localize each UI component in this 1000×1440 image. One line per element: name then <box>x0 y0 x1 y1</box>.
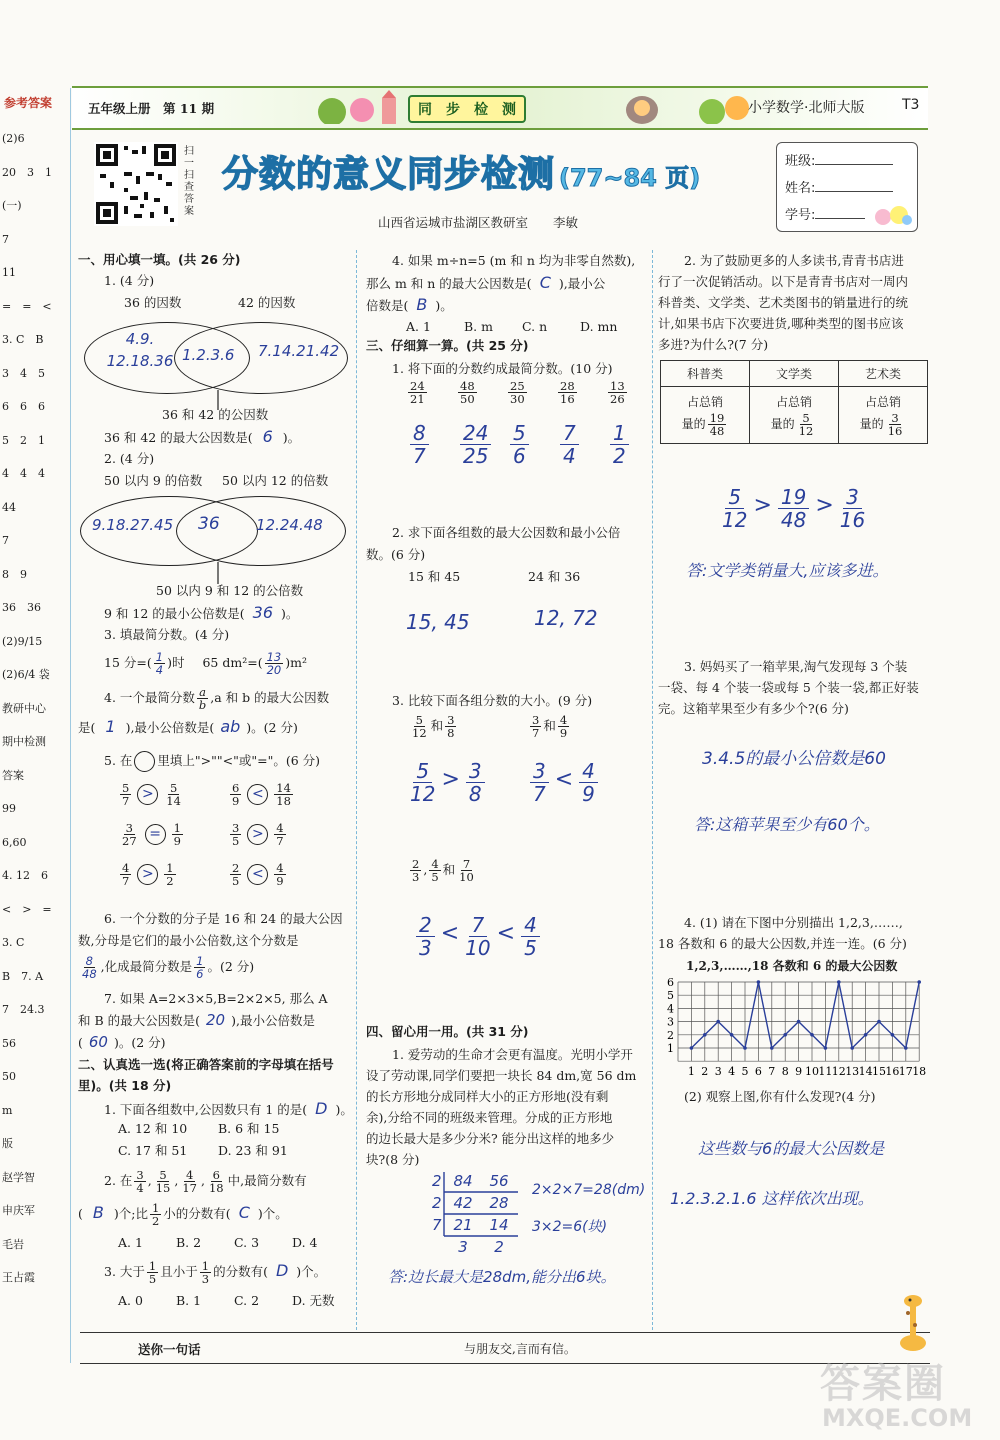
banner-illustration <box>312 90 752 124</box>
p4-line: 4. (1) 请在下图中分别描出 1,2,3,……, <box>684 915 903 930</box>
r3-group-3: $\frac{2}{3}$ , $\frac{4}{5}$ 和 $\frac{7}{10}$ <box>412 857 474 885</box>
r3-answer-3: $\frac{2}{3}$ < $\frac{7}{10}$ < $\frac{4}{5}$ <box>410 914 546 959</box>
p3-work: 3.4.5的最小公倍数是60 <box>702 749 886 769</box>
c1-option-c[interactable]: C. 17 和 51 <box>118 1143 188 1158</box>
q1-line: 36 和 42 的最大公因数是( 6 )。 <box>104 427 301 446</box>
r1-answer: $\frac{7}{4}$ <box>554 422 585 467</box>
c2-option-d[interactable]: D. 4 <box>292 1235 318 1250</box>
q7-line1: 7. 如果 A=2×3×5,B=2×2×5, 那么 A <box>104 991 328 1006</box>
compare-circle[interactable]: = <box>145 824 166 845</box>
data-point <box>837 980 841 984</box>
u1-text-line: 块?(8 分) <box>366 1152 420 1167</box>
compare-circle[interactable]: > <box>137 784 158 805</box>
c3-option-a[interactable]: A. 0 <box>118 1293 143 1308</box>
c3-option-d[interactable]: D. 无数 <box>292 1293 335 1308</box>
left-strip-line: (2)9/15 <box>2 634 43 648</box>
u1-text-line: 的边长最大是多少分米? 能分出这样的地多少 <box>366 1131 615 1146</box>
section-1-title: 一、用心填一填。(共 26 分) <box>78 252 241 267</box>
q4-line1: 4. 一个最简分数 $\frac{a}{b}$ ,a 和 b 的最大公因数 <box>104 685 330 713</box>
left-strip-line: 56 <box>2 1036 16 1050</box>
data-point <box>810 1033 814 1037</box>
q2-left-answer: 9.18.27.45 <box>92 516 174 534</box>
q2-right-answer: 12.24.48 <box>256 516 323 534</box>
r1-label: 1. 将下面的分数约成最简分数。(10 分) <box>392 361 613 376</box>
x-tick-label: 6 <box>754 1065 762 1079</box>
y-tick-label: 3 <box>667 1015 674 1029</box>
q5-item: $\frac{3}{5}$ > $\frac{4}{7}$ <box>232 821 284 849</box>
left-strip-list <box>2 122 68 1295</box>
q1-mid-answer: 1.2.3.6 <box>182 346 235 364</box>
q5-line: 5. 在 里填上">""<"或"="。(6 分) <box>104 750 320 772</box>
r1-answer: $\frac{1}{2}$ <box>604 422 635 467</box>
q7-line2: 和 B 的最大公因数是( 20 ),最小公倍数是 <box>78 1011 315 1029</box>
left-strip-line: 8 9 <box>2 567 27 581</box>
col2-q4-options <box>406 316 617 337</box>
y-tick-label: 1 <box>667 1042 674 1055</box>
page-range: (77~84 页) <box>559 164 701 192</box>
student-info-box <box>776 142 918 232</box>
r2-line2: 数。(6 分) <box>366 547 426 562</box>
watermark <box>812 1352 992 1436</box>
grade-issue: 五年级上册 第 11 期 <box>88 101 215 116</box>
r2-b: 24 和 36 <box>528 569 581 584</box>
compare-circle[interactable]: < <box>247 864 268 885</box>
q2-label: 2. (4 分) <box>104 451 155 466</box>
main-title-text: 分数的意义同步检测 <box>222 154 556 195</box>
data-point <box>770 1046 774 1050</box>
column-3 <box>658 250 934 1320</box>
x-tick-label: 1 <box>687 1065 695 1079</box>
r3-answer-2: $\frac{3}{7}$ < $\frac{4}{9}$ <box>524 760 604 805</box>
qr-code[interactable] <box>94 142 178 226</box>
table-header-art: 艺术类 <box>839 361 928 387</box>
c2-option-c[interactable]: C. 3 <box>234 1235 260 1250</box>
u1-text-line: 1. 爱劳动的生命才会更有温度。光明小学开 <box>392 1047 633 1062</box>
c2-options <box>118 1232 317 1253</box>
left-strip-line: 36 36 <box>2 601 41 614</box>
c1-options <box>118 1118 348 1162</box>
left-strip-line: B 7. A <box>2 969 44 983</box>
q7-answer-2: 60 <box>88 1033 108 1051</box>
left-strip-line: 版 <box>2 1137 13 1150</box>
footer-bar <box>80 1332 930 1364</box>
x-tick-label: 5 <box>741 1065 749 1079</box>
q4-answer-2: ab <box>220 717 241 736</box>
q5-item: $\frac{4}{7}$ > $\frac{1}{2}$ <box>122 861 174 889</box>
x-tick-label: 17 <box>898 1065 913 1079</box>
p2-answer: 答:文学类销量大,应该多进。 <box>686 561 889 580</box>
class-field[interactable] <box>815 164 893 165</box>
left-answer-strip <box>0 88 71 1363</box>
data-point <box>743 1046 747 1050</box>
q5-item: $\frac{3}{27}$ = $\frac{1}{9}$ <box>122 821 181 849</box>
left-strip-line: 教研中心 <box>2 701 46 715</box>
r1-answer: $\frac{5}{6}$ <box>504 422 535 467</box>
gcd-line-chart <box>662 976 934 1088</box>
p3-line: 一袋、每 4 个装一袋或每 5 个装一袋,都正好装 <box>658 680 919 695</box>
left-strip-line: 4 4 4 <box>2 467 45 480</box>
cartoon-icon <box>873 201 913 227</box>
u1-answer: 答:边长最大是28dm,能分出6块。 <box>388 1268 616 1286</box>
left-strip-line: = = < <box>2 299 52 313</box>
left-strip-line: 申庆军 <box>2 1204 35 1217</box>
table-cell: 占总销 量的 $\frac{3}{16}$ <box>839 387 928 444</box>
p4-line: 18 各数和 6 的最大公因数,并连一连。(6 分) <box>658 936 907 951</box>
scenery-icon <box>312 90 752 124</box>
left-strip-line: 11 <box>2 266 16 279</box>
data-point <box>783 1033 787 1037</box>
u1-division-row: 3 2 <box>458 1238 504 1256</box>
data-point <box>850 1046 854 1050</box>
data-point <box>716 1020 720 1024</box>
q2-answer: 36 <box>252 603 274 622</box>
p2-text <box>658 250 934 355</box>
data-point <box>824 1046 828 1050</box>
q3-items: 15 分=( $\frac{1}{4}$ )时 65 dm²=( $\frac{13}{20}$ )m² <box>104 649 307 677</box>
x-tick-label: 14 <box>858 1065 873 1079</box>
u1-calc-2: 3×2=6(块) <box>532 1219 608 1235</box>
u1-calc-1: 2×2×7=28(dm) <box>532 1182 646 1198</box>
c1-option-a[interactable]: A. 12 和 10 <box>118 1121 188 1136</box>
left-strip-line: 50 <box>2 1070 16 1083</box>
footer-label: 送你一句话 <box>138 1342 201 1357</box>
p4-answer-1: 这些数与6的最大公因数是 <box>698 1139 885 1158</box>
class-label: 班级: <box>785 154 816 169</box>
data-point <box>757 980 761 984</box>
c2-option-b[interactable]: B. 2 <box>176 1235 202 1250</box>
u1-division-row: 2 42 28 <box>432 1194 509 1212</box>
u1-text <box>366 1044 648 1170</box>
banner-title: 同 步 检 测 <box>408 95 526 123</box>
table-cell: 占总销 量的 $\frac{5}{12}$ <box>750 387 839 444</box>
column-divider-2 <box>652 250 653 1330</box>
c3-line: 3. 大于 $\frac{1}{5}$ 且小于 $\frac{1}{3}$ 的分数有( D )个。 <box>104 1258 327 1286</box>
r1-fraction: $\frac{28}{16}$ <box>560 379 575 407</box>
left-strip-line: 7 24.3 <box>2 1003 45 1016</box>
left-strip-line: 6 6 6 <box>2 400 45 413</box>
r1-fraction: $\frac{48}{50}$ <box>460 379 475 407</box>
q2-caption: 50 以内 9 和 12 的公倍数 <box>156 583 304 598</box>
q1-right-label: 42 的因数 <box>238 295 296 310</box>
x-tick-label: 16 <box>885 1065 900 1079</box>
left-strip-line: 4. 12 6 <box>2 869 48 882</box>
q2-line: 9 和 12 的最小公倍数是( 36 )。 <box>104 603 299 622</box>
left-strip-line: (2)6 <box>2 132 25 145</box>
section-3-title: 三、仔细算一算。(共 25 分) <box>366 338 529 353</box>
q3-label: 3. 填最简分数。(4 分) <box>104 627 230 642</box>
q1-caption: 36 和 42 的公因数 <box>162 407 269 422</box>
qr-caption: 扫一扫 查答案 <box>184 146 204 217</box>
p2-line: 2. 为了鼓励更多的人多读书,青青书店进 <box>684 253 904 268</box>
q1-answer: 6 <box>262 427 273 446</box>
table-cell: 占总销 量的 $\frac{19}{48}$ <box>661 387 750 444</box>
x-tick-label: 11 <box>818 1065 833 1079</box>
col2-q4-line2: 那么 m 和 n 的最大公因数是( C ),最小公 <box>366 273 606 292</box>
r1-fraction: $\frac{24}{21}$ <box>410 379 425 407</box>
q5-item: $\frac{6}{9}$ < $\frac{14}{18}$ <box>232 781 291 809</box>
r1-answer: $\frac{24}{25}$ <box>454 422 497 467</box>
c1-option-b[interactable]: B. 6 和 15 <box>218 1121 280 1136</box>
data-point <box>797 1020 801 1024</box>
u1-text-line: 设了劳动课,同学们要把一块长 84 dm,宽 56 dm <box>366 1068 637 1083</box>
p4-q2: (2) 观察上图,你有什么发现?(4 分) <box>684 1089 876 1104</box>
p3-line: 3. 妈妈买了一箱苹果,淘气发现每 3 个装 <box>684 659 908 674</box>
r2-b-answer: 12, 72 <box>534 606 598 630</box>
column-divider-1 <box>356 250 357 1330</box>
c1-line: 1. 下面各组数中,公因数只有 1 的是( D )。 <box>104 1099 353 1118</box>
left-strip-line: 3. C <box>2 936 25 949</box>
q1-label: 1. (4 分) <box>104 273 155 288</box>
left-strip-line: 7 <box>2 232 9 246</box>
section-4-title: 四、留心用一用。(共 31 分) <box>366 1024 529 1039</box>
name-field[interactable] <box>815 191 893 192</box>
x-tick-label: 4 <box>728 1065 736 1079</box>
col2-q4-answer-1: C <box>539 273 551 292</box>
p2-work: $\frac{5}{12}$ > $\frac{19}{48}$ > $\frac{3}{16}$ <box>722 485 866 532</box>
c3-answer: D <box>275 1261 289 1280</box>
q5-item: $\frac{5}{7}$ > $\frac{5}{14}$ <box>122 781 181 809</box>
c1-answer: D <box>315 1099 328 1118</box>
left-strip-line: 赵学智 <box>2 1170 35 1184</box>
table-header-science: 科普类 <box>661 361 750 387</box>
col2-q4-option-c[interactable]: C. n <box>522 319 548 334</box>
data-point <box>904 1046 908 1050</box>
q5-item: $\frac{2}{5}$ < $\frac{4}{9}$ <box>232 861 284 889</box>
p4-text <box>658 912 934 954</box>
compare-circle[interactable]: > <box>247 824 268 845</box>
c2-line1: 2. 在 $\frac{3}{4}$ , $\frac{5}{15}$ , $\frac{4}{17}$ , $\frac{6}{18}$ 中,最简分数有 <box>104 1167 307 1195</box>
u1-text-line: 余),分给不同的班级来管理。分成的正方形地 <box>366 1110 613 1125</box>
p2-line: 多进?为什么?(7 分) <box>658 337 769 352</box>
data-point <box>877 1020 881 1024</box>
c1-option-d[interactable]: D. 23 和 91 <box>218 1143 288 1158</box>
col2-q4-line1: 4. 如果 m÷n=5 (m 和 n 均为非零自然数), <box>392 253 636 268</box>
q2-right-label: 50 以内 12 的倍数 <box>222 473 329 488</box>
name-label: 姓名: <box>785 181 816 196</box>
r2-line1: 2. 求下面各组数的最大公因数和最小公倍 <box>392 525 621 540</box>
left-strip-line: 期中检测 <box>2 735 46 748</box>
left-strip-line: (2)6/4 袋 <box>2 668 50 681</box>
compare-circle[interactable]: < <box>247 784 268 805</box>
r3-label: 3. 比较下面各组分数的大小。(9 分) <box>392 693 593 708</box>
id-field[interactable] <box>815 218 865 219</box>
x-tick-label: 3 <box>714 1065 722 1079</box>
column-1 <box>78 250 352 1320</box>
y-tick-label: 6 <box>667 976 674 989</box>
left-strip-line: 答案 <box>2 768 24 782</box>
left-strip-line: m <box>2 1103 13 1117</box>
x-tick-label: 9 <box>795 1065 803 1079</box>
header-band <box>72 86 928 130</box>
left-strip-line: < > = <box>2 902 52 916</box>
col2-q4-option-a[interactable]: A. 1 <box>406 319 431 334</box>
r1-fraction: $\frac{25}{30}$ <box>510 379 525 407</box>
u1-division-row: 7 21 14 <box>432 1216 509 1234</box>
r1-answer: $\frac{8}{7}$ <box>404 422 435 467</box>
sales-table <box>660 360 928 444</box>
p3-line: 完。这箱苹果至少有多少个?(6 分) <box>658 701 849 716</box>
left-strip-line: (一) <box>2 199 22 212</box>
q4-answer-1: 1 <box>105 717 116 736</box>
q6-line3: $\frac{8}{48}$ ,化成最简分数是 $\frac{1}{6}$ 。(2 分) <box>82 953 255 981</box>
subject-label: 小学数学·北师大版 <box>748 100 865 116</box>
q7-answer-1: 20 <box>206 1011 226 1029</box>
c3-options <box>118 1290 335 1311</box>
series-line <box>691 982 919 1048</box>
x-tick-label: 15 <box>872 1065 886 1079</box>
id-label: 学号: <box>785 208 816 223</box>
q1-left-label: 36 的因数 <box>124 295 182 310</box>
p4-answer-2: 1.2.3.2.1.6 这样依次出现。 <box>670 1189 874 1208</box>
watermark-url: MXQE.COM <box>822 1404 973 1432</box>
page-number: T3 <box>902 97 920 113</box>
p2-line: 科普类、文学类、艺术类图书的销量进行的统 <box>658 295 909 310</box>
data-point <box>730 1033 734 1037</box>
author: 山西省运城市盐湖区教研室 李敏 <box>378 215 579 230</box>
compare-circle[interactable]: > <box>137 864 158 885</box>
data-point <box>917 980 921 984</box>
q1-left-answer: 4.9. 12.18.36 <box>106 330 174 370</box>
section-2-title: 二、认真选一选(将正确答案前的字母填在括号里)。(共 18 分) <box>78 1057 334 1093</box>
r3-group-2: $\frac{3}{7}$ 和 $\frac{4}{9}$ <box>532 713 568 741</box>
c2-line2: ( B )个;比 $\frac{1}{2}$ 小的分数有( C )个。 <box>78 1200 288 1228</box>
q1-right-answer: 7.14.21.42 <box>258 342 340 360</box>
column-2 <box>366 250 648 1320</box>
data-point <box>891 1033 895 1037</box>
u1-division-row: 2 84 56 <box>432 1172 509 1190</box>
c2-answer-1: B <box>92 1203 104 1222</box>
p3-answer: 答:这箱苹果至少有60个。 <box>694 815 880 834</box>
y-tick-label: 5 <box>667 989 674 1003</box>
left-strip-title: 参考答案 <box>4 96 53 110</box>
q6-line2: 数,分母是它们的最小公倍数,这个分数是 <box>78 933 299 948</box>
x-tick-label: 8 <box>781 1065 789 1079</box>
col2-q4-option-b[interactable]: B. m <box>464 319 493 334</box>
c2-option-a[interactable]: A. 1 <box>118 1235 143 1250</box>
r2-a: 15 和 45 <box>408 569 461 584</box>
data-point <box>864 1033 868 1037</box>
watermark-text: 答案圈 <box>820 1361 946 1407</box>
p3-text <box>658 656 934 719</box>
c3-option-b[interactable]: B. 1 <box>176 1293 202 1308</box>
col2-q4-option-d[interactable]: D. mn <box>580 319 618 334</box>
r1-fraction: $\frac{13}{26}$ <box>610 379 625 407</box>
q7-line3: ( 60 )。(2 分) <box>78 1033 166 1051</box>
x-tick-label: 18 <box>912 1065 927 1079</box>
col2-q4-line3: 倍数是( B )。 <box>366 295 453 314</box>
x-tick-label: 12 <box>831 1065 846 1079</box>
q2-left-label: 50 以内 9 的倍数 <box>104 473 203 488</box>
left-strip-line: 6,60 <box>2 835 27 849</box>
y-tick-label: 2 <box>667 1028 674 1042</box>
footer-quote: 与朋友交,言而有信。 <box>464 1342 576 1356</box>
y-tick-label: 4 <box>667 1002 674 1016</box>
blank-circle-icon <box>134 751 155 772</box>
x-tick-label: 13 <box>845 1065 860 1079</box>
x-tick-label: 7 <box>768 1065 776 1079</box>
left-strip-line: 20 3 1 <box>2 165 52 179</box>
left-strip-line: 44 <box>2 500 16 514</box>
left-strip-line: 3. C B <box>2 333 44 346</box>
u1-short-division <box>432 1170 522 1262</box>
r3-group-1: $\frac{5}{12}$ 和 $\frac{3}{8}$ <box>412 713 455 741</box>
q4-line2: 是( 1 ),最小公倍数是( ab )。(2 分) <box>78 717 298 736</box>
data-point <box>690 1046 694 1050</box>
table-row <box>661 387 928 444</box>
main-title <box>222 146 700 197</box>
r2-a-answer: 15, 45 <box>406 610 470 634</box>
x-tick-label: 2 <box>701 1065 709 1079</box>
left-strip-line: 99 <box>2 802 16 815</box>
left-strip-line: 7 <box>2 534 9 547</box>
data-point <box>703 1033 707 1037</box>
left-strip-line: 毛岩 <box>2 1237 24 1251</box>
u1-text-line: 的长方形地分成同样大小的正方形地(没有剩 <box>366 1089 609 1104</box>
x-tick-label: 10 <box>805 1065 819 1079</box>
p4-chart-title: 1,2,3,……,18 各数和 6 的最大公因数 <box>686 959 898 973</box>
qr-code-icon <box>94 142 178 226</box>
q6-line1: 6. 一个分数的分子是 16 和 24 的最大公因 <box>104 911 343 926</box>
p2-line: 行了一次促销活动。以下是青青书店对一周内 <box>658 274 909 289</box>
c2-answer-2: C <box>238 1203 250 1222</box>
table-header-literature: 文学类 <box>750 361 839 387</box>
col2-q4-answer-2: B <box>416 295 428 314</box>
c3-option-c[interactable]: C. 2 <box>234 1293 260 1308</box>
r3-answer-1: $\frac{5}{12}$ > $\frac{3}{8}$ <box>404 760 491 805</box>
p2-line: 计,如果书店下次要进货,哪种类型的图书应该 <box>658 316 904 331</box>
left-strip-line: 5 2 1 <box>2 433 45 447</box>
q2-mid-answer: 36 <box>198 514 220 534</box>
left-strip-line: 王占霞 <box>2 1271 35 1284</box>
left-strip-line: 3 4 5 <box>2 366 45 380</box>
